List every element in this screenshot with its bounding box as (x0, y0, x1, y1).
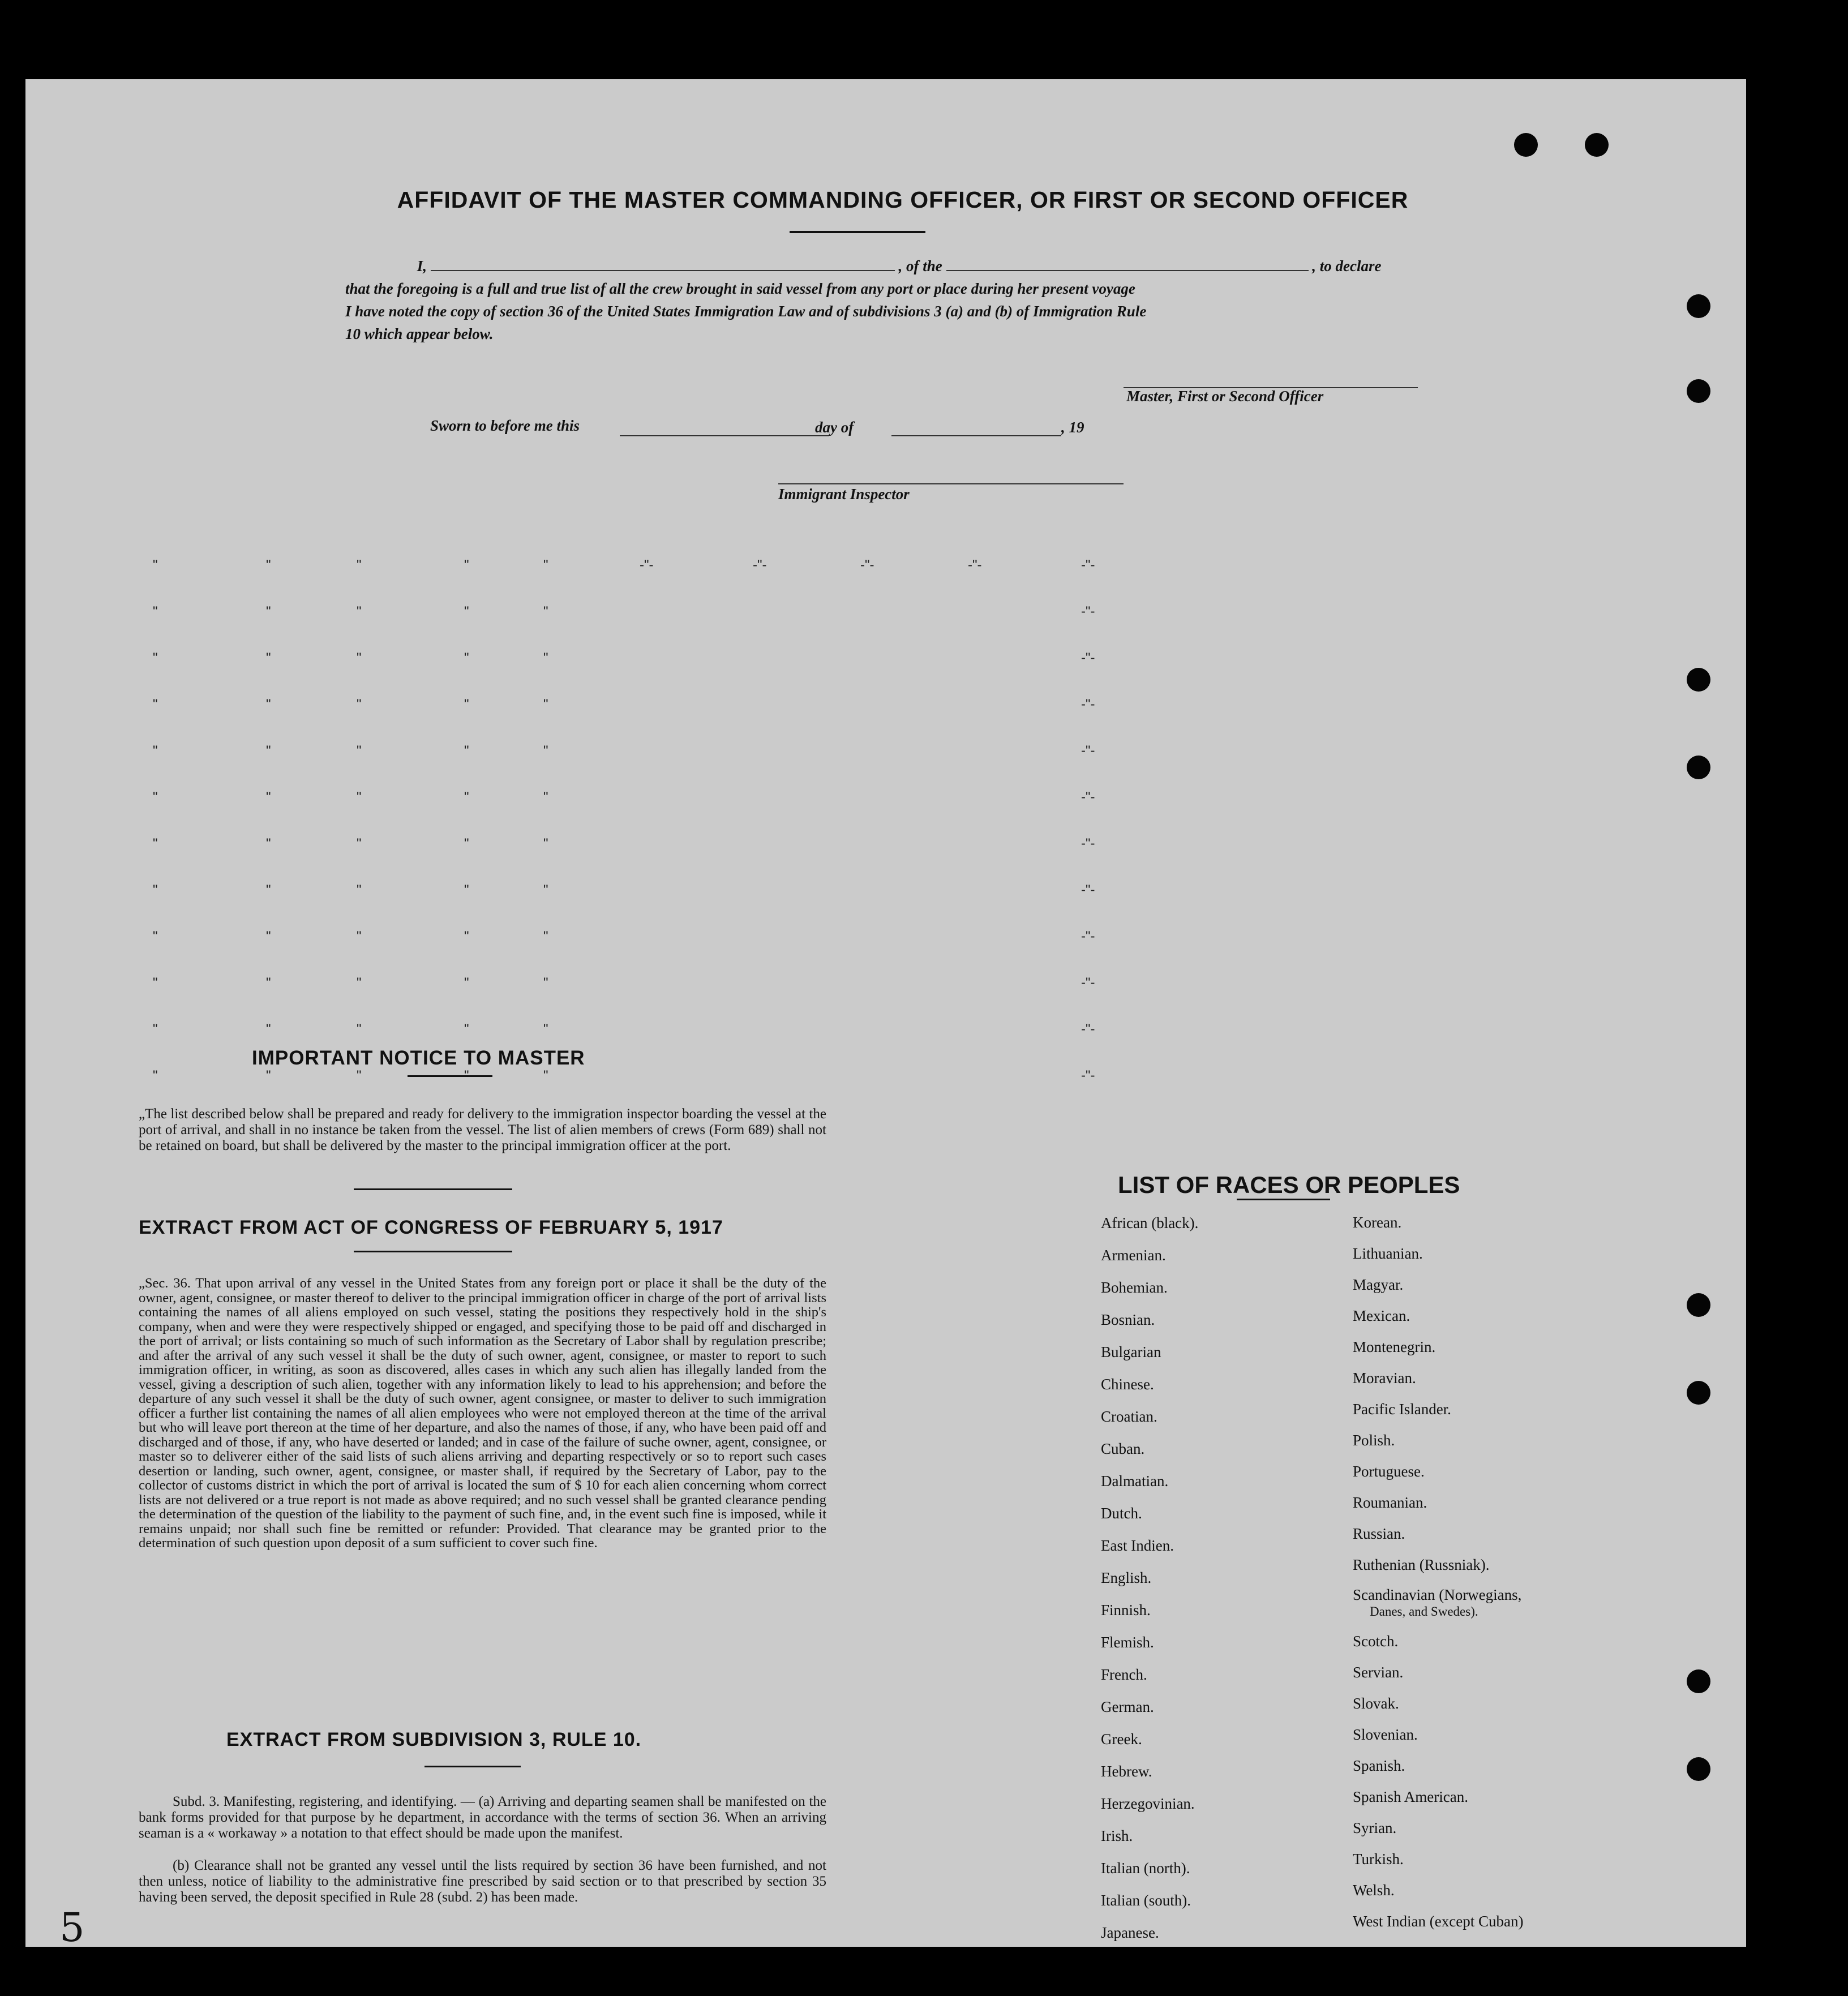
divider (425, 1766, 521, 1767)
ditto-mark: " (266, 557, 271, 573)
vessel-blank[interactable] (946, 256, 1309, 271)
ditto-mark: " (543, 789, 548, 805)
ditto-mark: -"- (1081, 650, 1095, 666)
ditto-mark: " (153, 557, 158, 573)
race-item: Italian (north). (1101, 1860, 1190, 1877)
ditto-mark: " (266, 882, 271, 898)
race-item: Mexican. (1353, 1307, 1410, 1324)
ditto-mark: " (357, 743, 362, 758)
inspector-label: Immigrant Inspector (778, 486, 910, 503)
affidavit-line-3: I have noted the copy of section 36 of the United States Immigration Law and of subdivisions 3 (a) and (b) of Immigration Rule (345, 303, 1147, 320)
ditto-mark: " (543, 743, 548, 758)
ditto-mark: -"- (1081, 1068, 1095, 1083)
race-item: Korean. (1353, 1214, 1402, 1231)
day-of-label: day of (815, 419, 854, 436)
race-item: Dalmatian. (1101, 1473, 1169, 1490)
race-item: Slovenian. (1353, 1726, 1418, 1743)
ditto-mark: " (357, 836, 362, 851)
race-item: French. (1101, 1666, 1147, 1683)
ditto-mark: " (464, 836, 469, 851)
ditto-mark: " (153, 604, 158, 619)
race-item: Irish. (1101, 1827, 1133, 1844)
races-column-2 (1353, 1207, 1523, 1937)
ditto-mark: " (153, 836, 158, 851)
ditto-mark: " (266, 789, 271, 805)
race-item: Roumanian. (1353, 1494, 1427, 1511)
ditto-mark: " (153, 789, 158, 805)
ditto-mark: " (266, 650, 271, 666)
ditto-mark: " (357, 697, 362, 712)
ditto-mark: -"- (1081, 836, 1095, 851)
affidavit-i: I, (417, 257, 427, 274)
ditto-mark: " (464, 604, 469, 619)
race-item: Dutch. (1101, 1505, 1142, 1522)
ditto-mark: " (153, 929, 158, 944)
affidavit-line-4: 10 which appear below. (345, 325, 494, 342)
punch-hole (1687, 1669, 1710, 1693)
ditto-mark: -"- (1081, 557, 1095, 573)
ditto-mark: " (153, 743, 158, 758)
race-item: West Indian (except Cuban) (1353, 1913, 1524, 1930)
race-item: Montenegrin. (1353, 1338, 1436, 1355)
ditto-mark: " (357, 882, 362, 898)
ditto-mark: " (153, 650, 158, 666)
ditto-mark: " (266, 697, 271, 712)
races-column-1 (1101, 1207, 1198, 1949)
ditto-mark: " (266, 975, 271, 990)
race-item: Moravian. (1353, 1370, 1416, 1387)
race-item: Polish. (1353, 1432, 1395, 1449)
race-item: Servian. (1353, 1664, 1404, 1681)
punch-hole (1687, 668, 1710, 692)
signature-blank[interactable] (1124, 374, 1418, 388)
punch-hole (1687, 294, 1710, 318)
ditto-mark: " (464, 557, 469, 573)
ditto-mark: " (543, 557, 548, 573)
ditto-mark: " (357, 789, 362, 805)
race-item: English. (1101, 1569, 1152, 1586)
punch-hole (1514, 133, 1538, 157)
ditto-mark: " (153, 882, 158, 898)
ditto-mark: " (464, 650, 469, 666)
ditto-mark: -"- (1081, 1021, 1095, 1037)
sworn-month-blank[interactable] (891, 422, 1061, 436)
affidavit-of-the: , of the (898, 257, 942, 274)
ditto-mark: -"- (640, 557, 654, 573)
notice-heading-underline (408, 1075, 492, 1077)
race-item: Magyar. (1353, 1276, 1404, 1293)
ditto-mark: " (357, 1068, 362, 1083)
race-item: Chinese. (1101, 1376, 1154, 1393)
race-item: Hebrew. (1101, 1763, 1152, 1780)
race-item-line: Scandinavian (Norwegians, (1353, 1586, 1522, 1603)
race-item: Turkish. (1353, 1851, 1404, 1868)
race-item: Finnish. (1101, 1602, 1151, 1619)
race-item: Spanish American. (1353, 1788, 1468, 1805)
race-item: Greek. (1101, 1731, 1142, 1748)
race-item-subline: Danes, and Swedes). (1370, 1604, 1478, 1619)
ditto-mark: " (266, 929, 271, 944)
ditto-mark: " (266, 1021, 271, 1037)
ditto-mark: -"- (1081, 743, 1095, 758)
ditto-mark: -"- (860, 557, 874, 573)
rule-text-b: (b) Clearance shall not be granted any vessel until the lists required by section 36 have been furnished, and not then unless, notice of liability to the administrative fine prescribed by said section or to that prescribed by section 35 having been served, the deposit specified in Rule 28 (subd. 2) has been made. (139, 1858, 826, 1905)
divider (790, 231, 925, 233)
race-item: Spanish. (1353, 1757, 1405, 1774)
race-item: Russian. (1353, 1525, 1405, 1542)
races-heading: LIST OF RACES OR PEOPLES (1118, 1171, 1460, 1198)
ditto-mark: " (464, 929, 469, 944)
notice-text: „The list described below shall be prepared and ready for delivery to the immigration inspector boarding the vessel at the port of arrival, and shall in no instance be taken from the vessel. The list of alien members of crews (Form 689) shall not be retained on board, but shall be delivered by the master to the principal immigration officer at the port. (139, 1106, 826, 1153)
notice-heading: IMPORTANT NOTICE TO MASTER (252, 1047, 585, 1069)
document-sheet (25, 79, 1746, 1951)
punch-hole (1687, 379, 1710, 403)
race-item: Armenian. (1101, 1247, 1166, 1264)
punch-hole (1687, 1293, 1710, 1317)
ditto-mark: -"- (1081, 604, 1095, 619)
signature-label: Master, First or Second Officer (1126, 388, 1324, 405)
divider (354, 1188, 512, 1190)
rule-text-a: Subd. 3. Manifesting, registering, and identifying. — (a) Arriving and departing seamen shall be manifested on the bank forms provided for that purpose by he department, in accordance with the terms of section 36. When an arriving seaman is a « workaway » a notation to that effect should be made upon the manifest. (139, 1794, 826, 1841)
race-item: Italian (south). (1101, 1892, 1191, 1909)
affidavit-title: AFFIDAVIT OF THE MASTER COMMANDING OFFICER, OR FIRST OR SECOND OFFICER (397, 187, 1409, 213)
rule-heading: EXTRACT FROM SUBDIVISION 3, RULE 10. (226, 1729, 642, 1750)
ditto-mark: " (266, 743, 271, 758)
race-item: German. (1101, 1698, 1154, 1715)
ditto-mark: " (543, 604, 548, 619)
sworn-label: Sworn to before me this (430, 417, 580, 434)
ditto-mark: " (153, 1068, 158, 1083)
race-item: African (black). (1101, 1214, 1199, 1231)
ditto-mark: " (357, 650, 362, 666)
sworn-day-blank[interactable] (620, 422, 829, 436)
ditto-mark: " (266, 1068, 271, 1083)
race-item: Bulgarian (1101, 1343, 1161, 1360)
ditto-mark: -"- (1081, 882, 1095, 898)
name-blank[interactable] (431, 256, 895, 271)
affidavit-line-2: that the foregoing is a full and true list of all the crew brought in said vessel from any port or place during her present voyage (345, 280, 1135, 297)
race-item: Croatian. (1101, 1408, 1157, 1425)
race-item: Flemish. (1101, 1634, 1154, 1651)
divider (354, 1251, 512, 1252)
race-item: Ruthenian (Russniak). (1353, 1556, 1490, 1573)
race-item: Slovak. (1353, 1695, 1399, 1712)
races-heading-underline (1237, 1199, 1330, 1200)
ditto-mark: " (357, 1021, 362, 1037)
race-item: Welsh. (1353, 1882, 1395, 1899)
act-heading: EXTRACT FROM ACT OF CONGRESS OF FEBRUARY 5, 1917 (139, 1217, 723, 1238)
inspector-blank[interactable] (778, 470, 1124, 484)
ditto-mark: " (464, 975, 469, 990)
affidavit-text (345, 255, 1455, 345)
ditto-mark: " (266, 604, 271, 619)
ditto-mark: " (153, 975, 158, 990)
ditto-mark: " (543, 650, 548, 666)
punch-hole (1585, 133, 1609, 157)
ditto-mark: " (543, 697, 548, 712)
race-item: Portuguese. (1353, 1463, 1425, 1480)
ditto-mark: " (153, 1021, 158, 1037)
ditto-mark: -"- (753, 557, 767, 573)
ditto-mark: " (464, 697, 469, 712)
ditto-mark: " (357, 929, 362, 944)
race-item: Pacific Islander. (1353, 1401, 1451, 1418)
ditto-mark: " (543, 1068, 548, 1083)
ditto-mark: " (357, 604, 362, 619)
ditto-mark: -"- (1081, 975, 1095, 990)
race-item: Scotch. (1353, 1633, 1399, 1650)
ditto-mark: -"- (1081, 789, 1095, 805)
race-item: Herzegovinian. (1101, 1795, 1195, 1812)
race-item: Bohemian. (1101, 1279, 1168, 1296)
punch-hole (1687, 1381, 1710, 1405)
race-item: Syrian. (1353, 1819, 1397, 1836)
ditto-mark: " (357, 975, 362, 990)
race-item: East Indien. (1101, 1537, 1174, 1554)
race-item: Bosnian. (1101, 1311, 1155, 1328)
act-text: „Sec. 36. That upon arrival of any vessel in the United States from any foreign port or place it shall be the duty of the owner, agent, consignee, or master thereof to deliver to the principal immigration officer in charge of the port of arrival lists containing the names of all aliens employed on such vessel, stating the positions they respectively hold in the ship's company, when and were they were respectively shipped or engaged, and specifying those to be paid off and discharged in the port of arrival; or lists containing so much of such information as the Secretary of Labor shall by regulation prescribe; and after the arrival of any such vessel it shall be the duty of such owner, agent, consignee, or master to report to such immigration officer, in writing, as soon as discovered, alles cases in which any such alien has illegally landed from the vessel, giving a description of such alien, together with any information likely to lead to his apprehension; and before the departure of any such vessel it shall be the duty of such owner, agent consignee, or master to deliver to such immigration officer a further list containing the names of all alien employees who were not employed thereon at the time of the arrival but who will leave port thereon at the time of her departure, and also the names of those, if any, who have been paid off and discharged and of those, if any, who have deserted or landed; and in case of the failure of suche owner, agent, consignee, or master so to deliverer either of the said lists of such aliens arriving and departing respectively or so to report such cases desertion or landing, such owner, agent, consignee, or master shall, if required by the Secretary of Labor, pay to the collector of customs district in which the port of arrival is located the sum of $ 10 for each alien concerning whom correct lists are not delivered or a true report is not made as above required; and no such vessel shall be granted clearance pending the determination of the question of the liability to the payment of such fine, and, in the event such fine is imposed, while it remains unpaid; nor shall such fine be remitted or refunder: Provided. That clearance may be granted prior to the determination of such question upon deposit of a sum sufficient to cover such fine. (139, 1276, 826, 1551)
ditto-mark: -"- (1081, 929, 1095, 944)
ditto-mark: " (543, 1021, 548, 1037)
race-item: Lithuanian. (1353, 1245, 1423, 1262)
punch-hole (1687, 1757, 1710, 1781)
ditto-mark: " (543, 929, 548, 944)
ditto-mark: " (266, 836, 271, 851)
ditto-mark: " (543, 836, 548, 851)
ditto-mark: " (543, 882, 548, 898)
handwritten-mark: 5 (59, 1904, 85, 1951)
race-item: Cuban. (1101, 1440, 1145, 1457)
race-item (1353, 1581, 1523, 1626)
ditto-mark: " (464, 1021, 469, 1037)
ditto-mark: " (464, 1068, 469, 1083)
ditto-mark: " (464, 789, 469, 805)
punch-hole (1687, 756, 1710, 779)
ditto-mark: " (357, 557, 362, 573)
year-label: , 19 (1061, 419, 1084, 436)
ditto-mark: " (464, 743, 469, 758)
ditto-mark: -"- (1081, 697, 1095, 712)
ditto-mark: " (543, 975, 548, 990)
affidavit-to-declare: , to declare (1312, 257, 1382, 274)
race-item: Japanese. (1101, 1924, 1159, 1941)
ditto-mark: " (153, 697, 158, 712)
ditto-mark: " (464, 882, 469, 898)
ditto-mark: -"- (968, 557, 982, 573)
